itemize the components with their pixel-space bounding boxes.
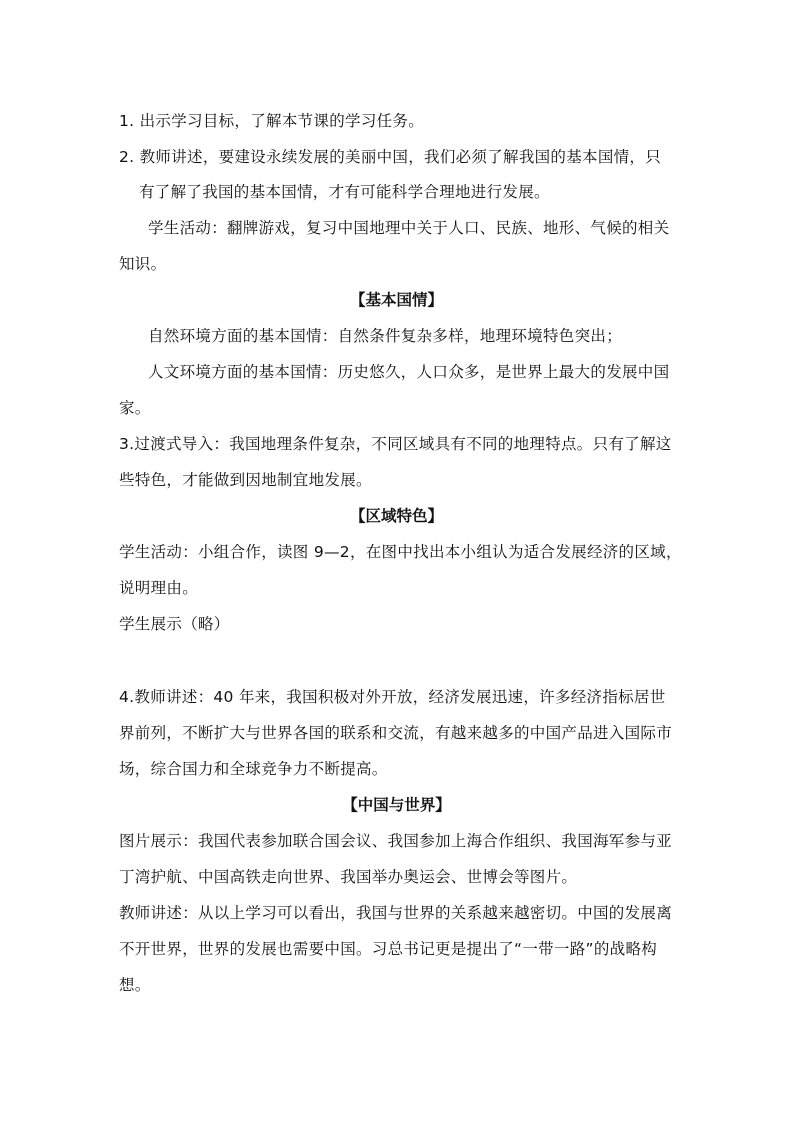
teacher-summary-line-3: 想。 — [119, 976, 151, 994]
activity-1-line-1: 学生活动：翻牌游戏，复习中国地理中关于人口、民族、地形、气候的相关 — [148, 219, 670, 237]
item-4-line-1: 4.教师讲述：40 年来，我国积极对外开放，经济发展迅速，许多经济指标居世 — [119, 688, 666, 706]
teacher-summary-line-2: 不开世界，世界的发展也需要中国。习总书记更是提出了“一带一路”的战略构 — [119, 940, 658, 958]
item-3-line-1: 3.过渡式导入：我国地理条件复杂，不同区域具有不同的地理特点。只有了解这 — [119, 435, 672, 453]
item-4-line-2: 界前列，不断扩大与世界各国的联系和交流，有越来越多的中国产品进入国际市 — [119, 724, 673, 742]
item-2-line-1: 2. 教师讲述，要建设永续发展的美丽中国，我们必须了解我国的基本国情，只 — [119, 148, 662, 166]
activity-1-line-2: 知识。 — [119, 255, 167, 273]
heading-basic-national-conditions: 【基本国情】 — [349, 291, 443, 309]
pictures-line-2: 丁湾护航、中国高铁走向世界、我国举办奥运会、世博会等图片。 — [119, 868, 578, 886]
heading-china-and-world: 【中国与世界】 — [342, 796, 451, 814]
item-4-line-3: 场，综合国力和全球竞争力不断提高。 — [119, 760, 388, 778]
item-1-text: 1. 出示学习目标，了解本节课的学习任务。 — [119, 112, 425, 130]
item-3-line-2: 些特色，才能做到因地制宜地发展。 — [119, 471, 372, 489]
natural-environment-text: 自然环境方面的基本国情：自然条件复杂多样，地理环境特色突出； — [148, 327, 623, 345]
human-environment-line-1: 人文环境方面的基本国情：历史悠久，人口众多，是世界上最大的发展中国 — [148, 363, 670, 381]
heading-regional-features: 【区域特色】 — [349, 507, 443, 525]
activity-2-line-2: 说明理由。 — [119, 579, 199, 597]
teacher-summary-line-1: 教师讲述：从以上学习可以看出，我国与世界的关系越来越密切。中国的发展离 — [119, 904, 673, 922]
item-2-line-2: 有了解了我国的基本国情，才有可能科学合理地进行发展。 — [139, 183, 550, 201]
activity-2-line-1: 学生活动：小组合作，读图 9—2，在图中找出本小组认为适合发展经济的区域， — [119, 543, 682, 561]
pictures-line-1: 图片展示：我国代表参加联合国会议、我国参加上海合作组织、我国海军参与亚 — [119, 832, 673, 850]
human-environment-line-2: 家。 — [119, 399, 151, 417]
student-showcase-text: 学生展示（略） — [119, 615, 230, 633]
